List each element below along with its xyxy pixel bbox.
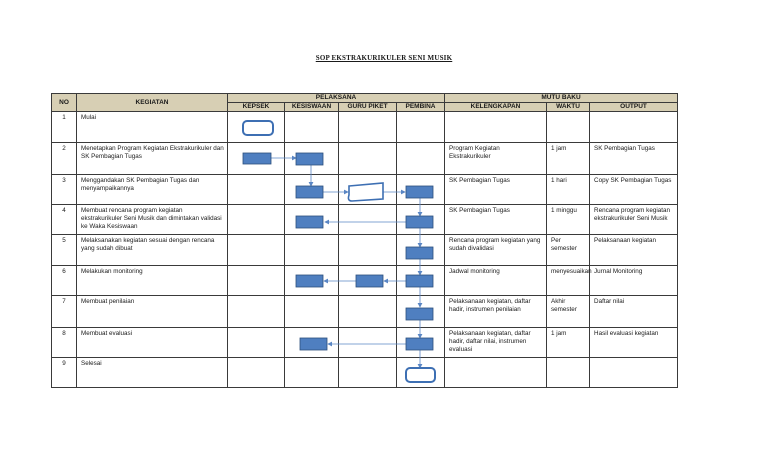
document-title: SOP EKSTRAKURIKULER SENI MUSIK bbox=[315, 54, 453, 62]
cell-kepsek bbox=[228, 205, 285, 235]
header-waktu: WAKTU bbox=[547, 103, 590, 112]
cell-kepsek bbox=[228, 175, 285, 205]
row-kelengkapan: SK Pembagian Tugas bbox=[445, 205, 547, 235]
row-kegiatan: Mulai bbox=[77, 112, 228, 143]
row-kelengkapan bbox=[445, 358, 547, 388]
header-mutu-baku: MUTU BAKU bbox=[445, 94, 678, 103]
row-kegiatan: Membuat evaluasi bbox=[77, 328, 228, 358]
cell-guru-piket bbox=[339, 296, 397, 328]
row-kegiatan: Selesai bbox=[77, 358, 228, 388]
header-kesiswaan: KESISWAAN bbox=[285, 103, 339, 112]
row-waktu: 1 hari bbox=[547, 175, 590, 205]
terminator-start bbox=[243, 121, 273, 135]
row-output: Jurnal Monitoring bbox=[590, 266, 678, 296]
process-box bbox=[406, 338, 433, 350]
cell-guru-piket bbox=[339, 205, 397, 235]
row-waktu: Per semester bbox=[547, 235, 590, 266]
table-row bbox=[52, 112, 678, 143]
terminator-end bbox=[406, 368, 435, 382]
row-kegiatan: Membuat rencana program kegiatan ekstrakurikuler Seni Musik dan dimintakan validasi ke Waka Kesiswaan bbox=[77, 205, 228, 235]
row-no: 9 bbox=[52, 358, 77, 388]
cell-guru-piket bbox=[339, 112, 397, 143]
process-box bbox=[356, 275, 383, 287]
cell-kepsek bbox=[228, 358, 285, 388]
row-no: 2 bbox=[52, 143, 77, 175]
row-no: 3 bbox=[52, 175, 77, 205]
header-kelengkapan: KELENGKAPAN bbox=[445, 103, 547, 112]
header-pelaksana: PELAKSANA bbox=[228, 94, 445, 103]
header-kegiatan: KEGIATAN bbox=[77, 94, 228, 112]
cell-kepsek bbox=[228, 296, 285, 328]
row-output bbox=[590, 112, 678, 143]
process-box bbox=[406, 186, 433, 198]
row-output: SK Pembagian Tugas bbox=[590, 143, 678, 175]
cell-kepsek bbox=[228, 235, 285, 266]
row-kelengkapan: Program Kegiatan Ekstrakurikuler bbox=[445, 143, 547, 175]
cell-kepsek bbox=[228, 266, 285, 296]
header-pembina: PEMBINA bbox=[397, 103, 445, 112]
row-waktu: 1 minggu bbox=[547, 205, 590, 235]
cell-kesiswaan bbox=[285, 358, 339, 388]
row-waktu bbox=[547, 358, 590, 388]
row-waktu: Akhir semester bbox=[547, 296, 590, 328]
row-kelengkapan: Pelaksanaan kegiatan, daftar hadir, instrumen penilaian bbox=[445, 296, 547, 328]
row-no: 4 bbox=[52, 205, 77, 235]
cell-guru-piket bbox=[339, 235, 397, 266]
row-kegiatan: Menetapkan Program Kegiatan Ekstrakurikuler dan SK Pembagian Tugas bbox=[77, 143, 228, 175]
row-kelengkapan bbox=[445, 112, 547, 143]
row-no: 5 bbox=[52, 235, 77, 266]
cell-guru-piket bbox=[339, 358, 397, 388]
row-kegiatan: Menggandakan SK Pembagian Tugas dan menyampaikannya bbox=[77, 175, 228, 205]
row-kelengkapan: Rencana program kegiatan yang sudah divalidasi bbox=[445, 235, 547, 266]
cell-kesiswaan bbox=[285, 112, 339, 143]
row-kegiatan: Melakukan monitoring bbox=[77, 266, 228, 296]
table-row bbox=[52, 328, 678, 358]
row-kelengkapan: Pelaksanaan kegiatan, daftar hadir, daftar nilai, instrumen evaluasi bbox=[445, 328, 547, 358]
row-output: Daftar nilai bbox=[590, 296, 678, 328]
row-no: 7 bbox=[52, 296, 77, 328]
row-no: 8 bbox=[52, 328, 77, 358]
row-kelengkapan: Jadwal monitoring bbox=[445, 266, 547, 296]
process-box bbox=[296, 186, 323, 198]
table-row bbox=[52, 235, 678, 266]
table-row bbox=[52, 143, 678, 175]
row-output: Pelaksanaan kegiatan bbox=[590, 235, 678, 266]
process-box bbox=[296, 216, 323, 228]
cell-guru-piket bbox=[339, 328, 397, 358]
process-box bbox=[406, 308, 433, 320]
process-box bbox=[296, 153, 323, 165]
cell-kesiswaan bbox=[285, 235, 339, 266]
row-output bbox=[590, 358, 678, 388]
cell-guru-piket bbox=[339, 143, 397, 175]
row-no: 1 bbox=[52, 112, 77, 143]
cell-kepsek bbox=[228, 328, 285, 358]
process-box bbox=[406, 275, 433, 287]
header-no: NO bbox=[52, 94, 77, 112]
header-kepsek: KEPSEK bbox=[228, 103, 285, 112]
process-box bbox=[296, 275, 323, 287]
cell-kesiswaan bbox=[285, 296, 339, 328]
row-waktu: menyesuaikan bbox=[547, 266, 590, 296]
row-waktu: 1 jam bbox=[547, 143, 590, 175]
process-box bbox=[300, 338, 327, 350]
row-waktu bbox=[547, 112, 590, 143]
document-shape bbox=[348, 183, 383, 201]
process-box bbox=[243, 153, 271, 164]
row-output: Rencana program kegiatan ekstrakurikuler Seni Musik bbox=[590, 205, 678, 235]
row-kegiatan: Membuat penilaian bbox=[77, 296, 228, 328]
row-no: 6 bbox=[52, 266, 77, 296]
process-box bbox=[406, 247, 433, 259]
table-row bbox=[52, 358, 678, 388]
process-box bbox=[406, 216, 433, 228]
table-row bbox=[52, 296, 678, 328]
row-output: Copy SK Pembagian Tugas bbox=[590, 175, 678, 205]
cell-pembina bbox=[397, 143, 445, 175]
cell-pembina bbox=[397, 112, 445, 143]
header-output: OUTPUT bbox=[590, 103, 678, 112]
table-row bbox=[52, 205, 678, 235]
row-output: Hasil evaluasi kegiatan bbox=[590, 328, 678, 358]
row-kelengkapan: SK Pembagian Tugas bbox=[445, 175, 547, 205]
row-waktu: 1 jam bbox=[547, 328, 590, 358]
row-kegiatan: Melaksanakan kegiatan sesuai dengan rencana yang sudah dibuat bbox=[77, 235, 228, 266]
header-guru-piket: GURU PIKET bbox=[339, 103, 397, 112]
